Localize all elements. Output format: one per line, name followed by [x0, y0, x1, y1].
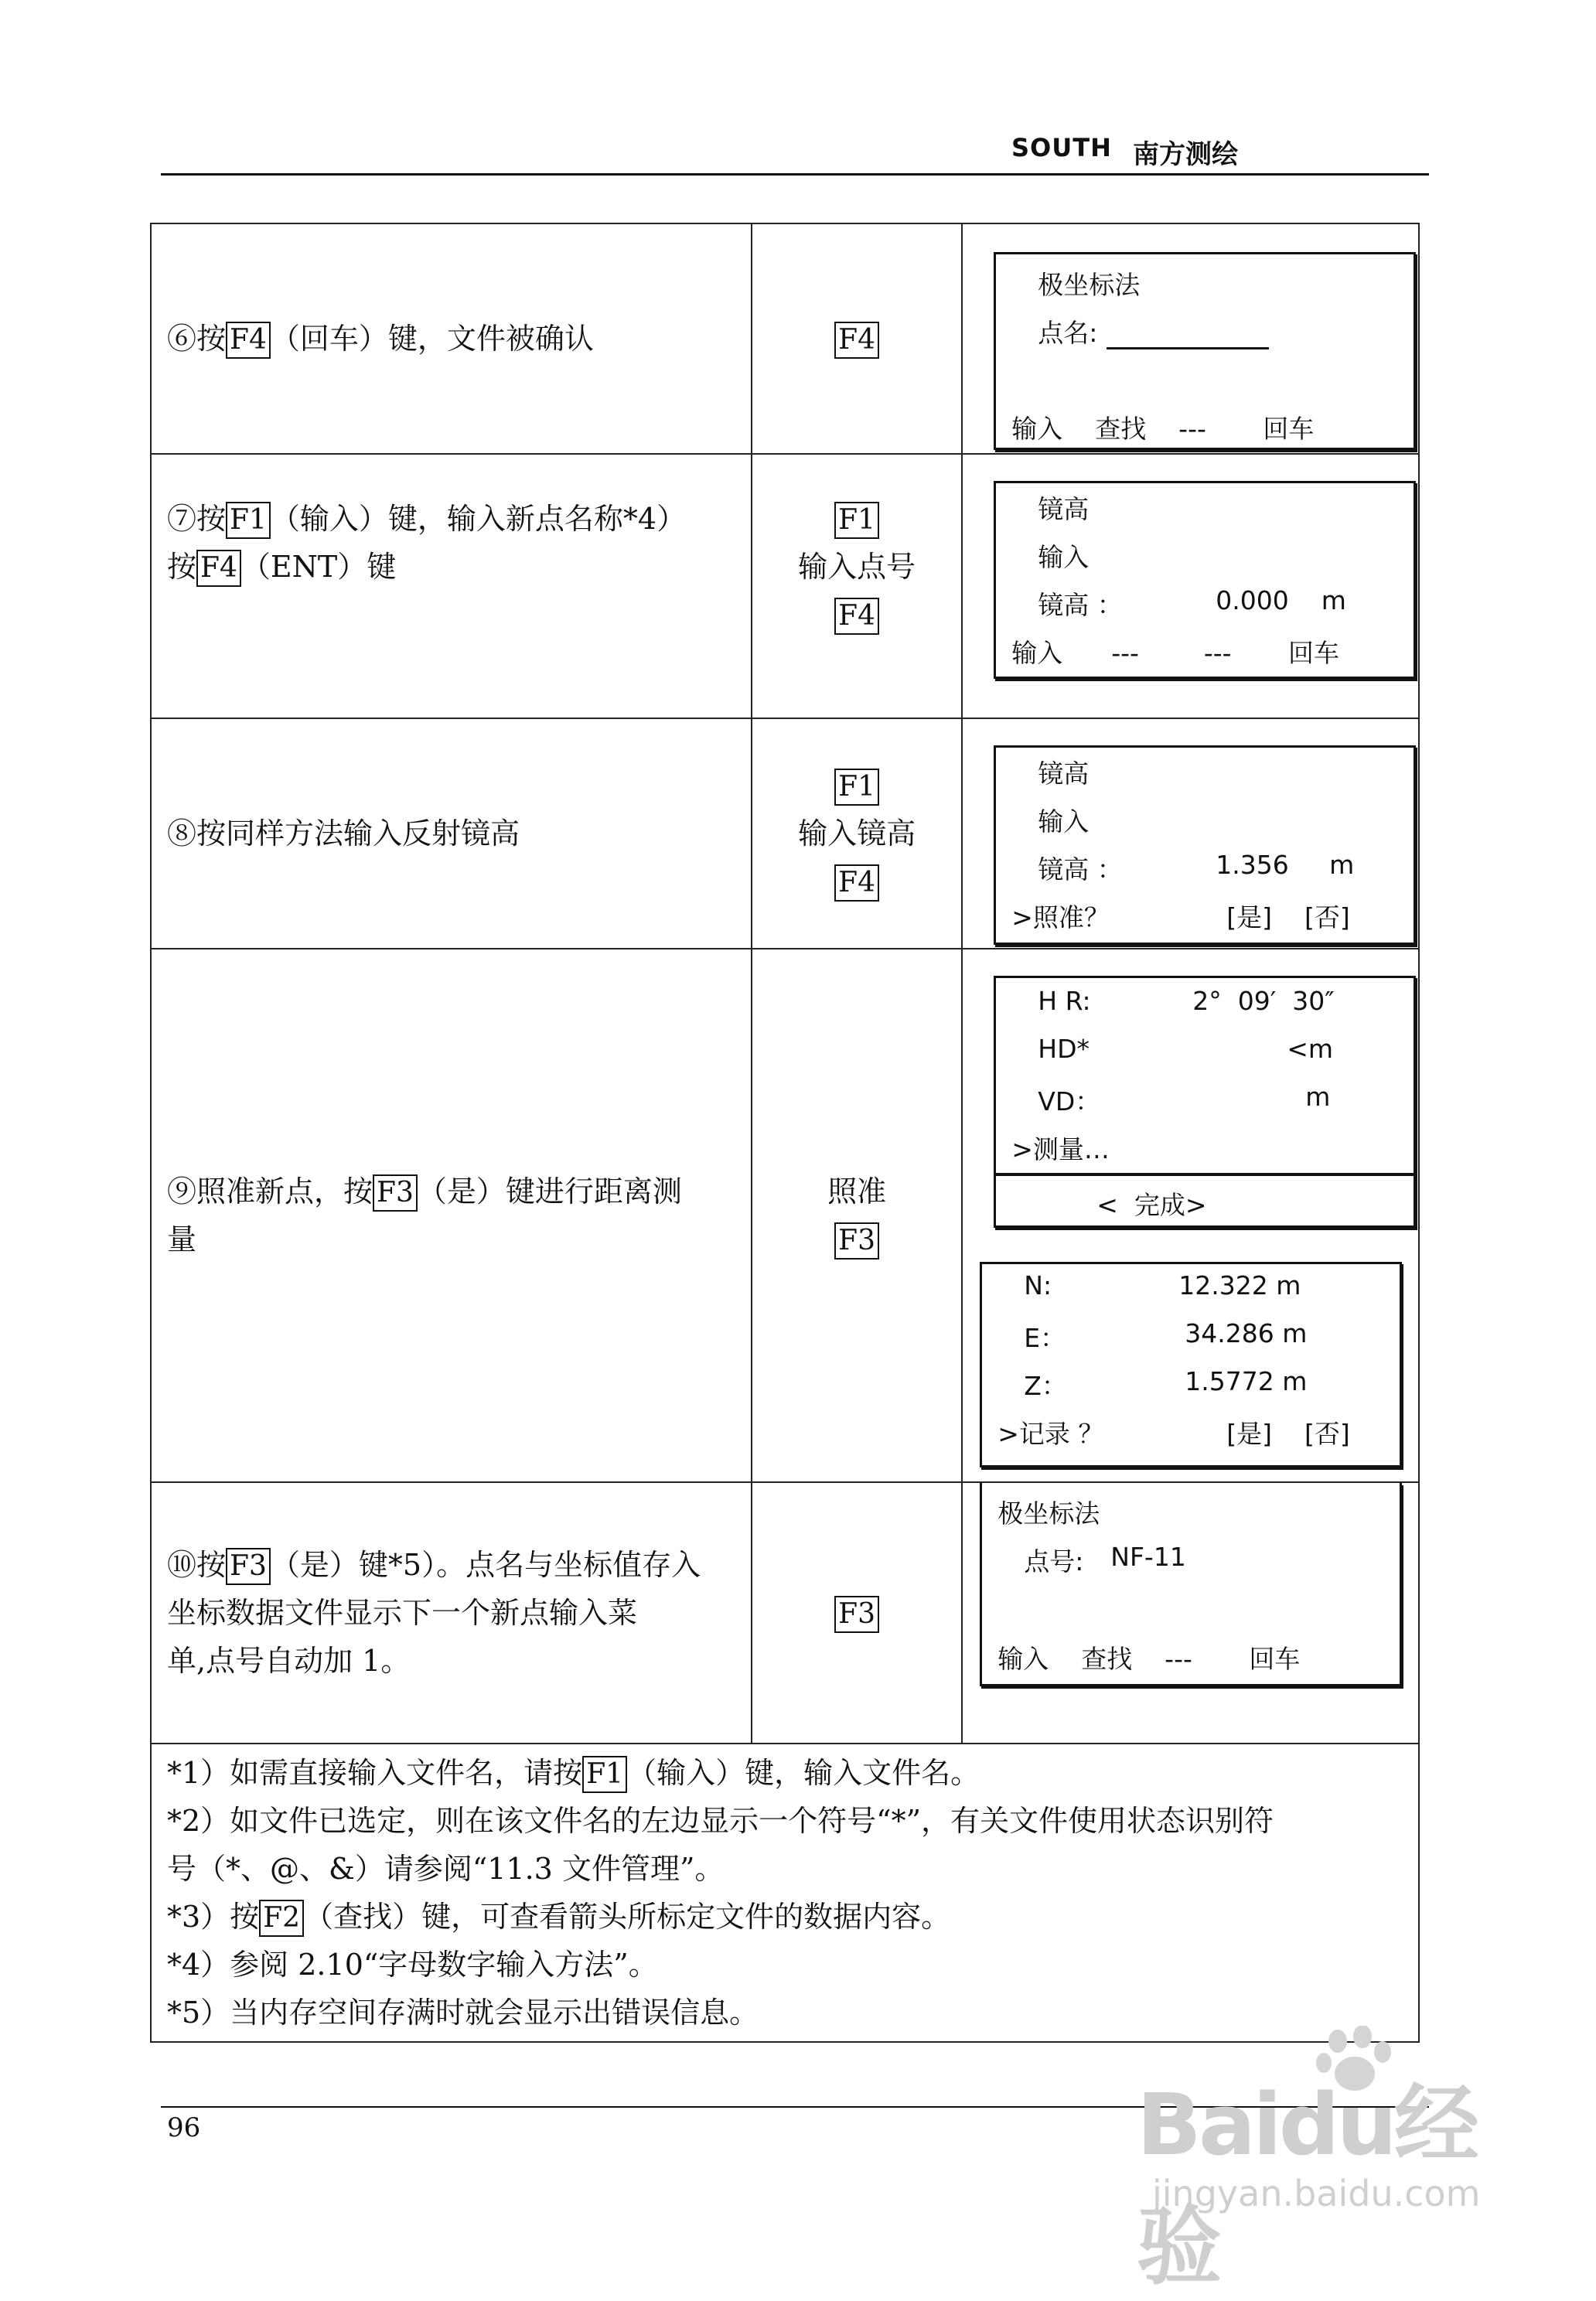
lcd-label: VD： [1038, 1086, 1101, 1116]
note-2-cont: 号（*、@、&）请参阅“11.3 文件管理”。 [167, 1852, 725, 1886]
lcd-line: 点名: [1038, 313, 1269, 349]
key-caption: 输入镜高 [798, 816, 916, 851]
lcd-prompt: >记录 ？ [998, 1419, 1104, 1449]
step-cell: ⑥按 F4 （回车）键，文件被确认 [151, 223, 752, 454]
lcd-label: Z： [1024, 1371, 1067, 1401]
key-f4: F4 [834, 864, 879, 902]
lcd-screen [994, 481, 1416, 679]
table-row [151, 223, 1419, 454]
lcd-screen-done [994, 1174, 1416, 1228]
lcd-line: 镜高 ： [1038, 590, 1123, 620]
key-cell [752, 1482, 962, 1744]
screen-cell [962, 223, 1419, 454]
lcd-softkeys: 输入 查找 --- 回车 [998, 1644, 1301, 1674]
note-3: *3）按 F2 （查找）键，可查看箭头所标定文件的数据内容。 [167, 1893, 1403, 1941]
lcd-label: N: [1024, 1270, 1052, 1300]
lcd-line: 镜高 ： [1038, 854, 1123, 885]
table-row [151, 1482, 1419, 1744]
lcd-screen [994, 252, 1416, 450]
lcd-line: 输入 [1038, 806, 1090, 837]
note-1: *1）如需直接输入文件名，请按 F1 （输入）键，输入文件名。 [167, 1749, 1403, 1797]
key-f2: F2 [259, 1900, 304, 1937]
lcd-options: [是] [否] [1226, 1419, 1350, 1449]
key-f1: F1 [834, 502, 879, 539]
lcd-label: HD* [1038, 1034, 1090, 1064]
header-company: 南方测绘 [1133, 139, 1238, 170]
watermark-logo: Baidu经验 [1137, 2075, 1476, 2296]
step-cell: ⑦按 F1 （输入）键，输入新点名称*4） 按 F4 （ENT）键 [151, 454, 752, 718]
table-row [151, 454, 1419, 718]
lcd-screen-coords [980, 1262, 1402, 1468]
step-cell: ⑨照准新点，按 F3 （是）键进行距离测 量 [151, 949, 752, 1482]
input-blank [1107, 324, 1269, 349]
lcd-value: 1.356 m [1216, 850, 1355, 880]
page-header [161, 133, 1429, 176]
key-cell [752, 718, 962, 949]
screen-cell [962, 1482, 1419, 1744]
lcd-screen-measure [994, 976, 1416, 1175]
header-brand: SOUTH [1011, 133, 1112, 162]
note-4: *4）参阅 2.10“字母数字输入方法”。 [167, 1948, 658, 1982]
lcd-value: 2° 09′ 30″ [1192, 986, 1335, 1016]
watermark [1137, 2026, 1539, 2296]
lcd-title: 镜高 [1038, 494, 1090, 524]
lcd-label: H R: [1038, 986, 1091, 1016]
table-row [151, 718, 1419, 949]
lcd-done: < 完成> [1096, 1190, 1207, 1220]
notes-cell [151, 1744, 1419, 2042]
note-5: *5）当内存空间存满时就会显示出错误信息。 [167, 1996, 759, 2030]
key-cell [752, 949, 962, 1482]
lcd-screen [994, 745, 1416, 945]
key-cell [752, 454, 962, 718]
table-row [151, 949, 1419, 1482]
lcd-screen [980, 1483, 1402, 1686]
key-f3: F3 [834, 1222, 879, 1260]
screen-cell [962, 718, 1419, 949]
key-f1: F1 [226, 502, 271, 539]
key-f4: F4 [226, 322, 271, 359]
page-number: 96 [167, 2112, 201, 2143]
step-cell: ⑩按 F3 （是）键*5）。点名与坐标值存入 坐标数据文件显示下一个新点输入菜 单,点号自动加 1。 [151, 1482, 752, 1744]
lcd-title: 极坐标法 [1038, 270, 1141, 300]
lcd-value: 34.286 m [1185, 1318, 1308, 1348]
notes-row [151, 1744, 1419, 2042]
watermark-url: jingyan.baidu.com [1152, 2173, 1481, 2214]
key-f4: F4 [834, 598, 879, 635]
lcd-value: 0.000 m [1216, 585, 1346, 615]
key-f3: F3 [373, 1174, 418, 1212]
lcd-line: 输入 [1038, 542, 1090, 572]
lcd-value: 12.322 m [1178, 1270, 1301, 1300]
screen-cell [962, 454, 1419, 718]
lcd-value: <m [1287, 1034, 1334, 1064]
step-cell: ⑧按同样方法输入反射镜高 [151, 718, 752, 949]
lcd-label: E： [1024, 1323, 1066, 1353]
lcd-value: 1.5772 m [1185, 1366, 1308, 1396]
key-caption: 照准 [827, 1174, 887, 1208]
key-f1: F1 [834, 769, 879, 806]
note-2: *2）如文件已选定，则在该文件名的左边显示一个符号“*”，有关文件使用状态识别符 [167, 1804, 1274, 1838]
lcd-title: 极坐标法 [998, 1498, 1100, 1529]
lcd-options: [是] [否] [1226, 902, 1350, 932]
lcd-prompt: >照准？ [1011, 902, 1110, 932]
procedure-table [150, 223, 1420, 2043]
key-f4: F4 [196, 550, 241, 587]
screen-cell [962, 949, 1419, 1482]
lcd-value: NF-11 [1110, 1542, 1186, 1572]
lcd-value: m [1305, 1082, 1331, 1112]
key-f4: F4 [834, 322, 879, 359]
lcd-softkeys: 输入 查找 --- 回车 [1011, 414, 1315, 444]
lcd-title: 镜高 [1038, 758, 1090, 789]
key-f1: F1 [582, 1756, 627, 1793]
lcd-label: 点号: [1024, 1546, 1084, 1577]
lcd-softkeys: 输入 --- --- 回车 [1011, 638, 1339, 668]
key-f3: F3 [834, 1596, 879, 1633]
key-cell [752, 223, 962, 454]
lcd-status: >测量… [1011, 1134, 1110, 1164]
key-f3: F3 [226, 1548, 271, 1585]
key-caption: 输入点号 [798, 550, 916, 584]
